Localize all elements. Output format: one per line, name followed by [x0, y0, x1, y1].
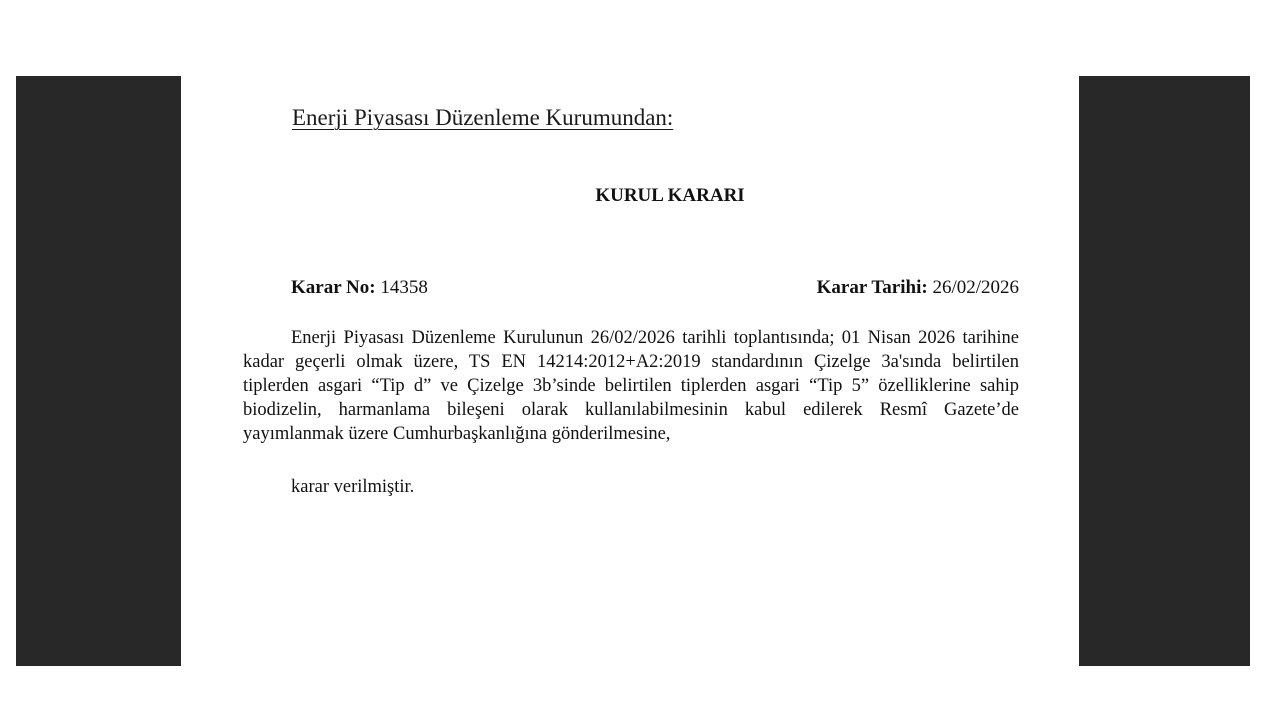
right-dark-panel — [1079, 76, 1250, 666]
institution-heading: Enerji Piyasası Düzenleme Kurumundan: — [292, 105, 674, 130]
left-dark-panel — [16, 76, 181, 666]
document-page — [181, 76, 1079, 666]
decision-body-paragraph: Enerji Piyasası Düzenleme Kurulunun 26/02/2026 tarihli toplantısında; 01 Nisan 2026 tarihine kadar geçerli olmak üzere, TS EN 14214:2012+A2:2019 standardının Çizelge 3a'sında belirtilen tiplerden asgari “Tip d” ve Çizelge 3b’sinde belirtilen tiplerden asgari “Tip 5” özelliklerine sahip biodizelin, harmanlama bileşeni olarak kullanılabilmesinin kabul edilerek Resmî Gazete’de yayımlanmak üzere Cumhurbaşkanlığına gönderilmesine, — [243, 328, 1019, 444]
decision-number-label: Karar No: — [291, 277, 376, 298]
decision-date-label: Karar Tarihi: — [816, 277, 928, 298]
closing-statement: karar verilmiştir. — [291, 477, 415, 497]
decision-title: KURUL KARARI — [595, 185, 745, 206]
decision-number — [291, 276, 428, 300]
decision-date-value: 26/02/2026 — [932, 277, 1019, 298]
decision-number-value: 14358 — [380, 277, 428, 298]
decision-date — [817, 276, 1019, 300]
